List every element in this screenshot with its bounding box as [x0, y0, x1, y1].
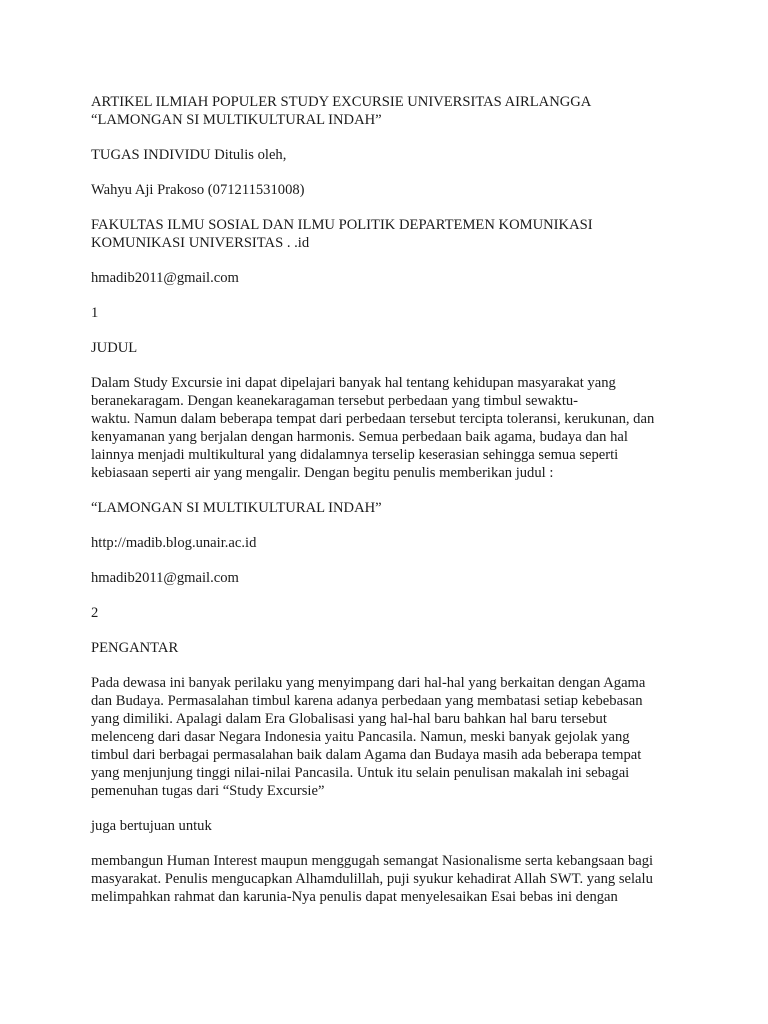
blog-url-text: http://madib.blog.unair.ac.id [91, 535, 257, 551]
page-number: 2 [91, 605, 99, 621]
university-line: KOMUNIKASI UNIVERSITAS . .id [91, 235, 310, 251]
task-line: TUGAS INDIVIDU Ditulis oleh, [91, 147, 287, 163]
paragraph-line: lainnya menjadi multikultural yang didalamnya terselip keserasian sehingga semua seperti [91, 447, 619, 463]
purpose-line: juga bertujuan untuk [91, 818, 212, 834]
closing-paragraph [91, 852, 691, 906]
paragraph-line: kenyamanan yang berjalan dengan harmonis. Semua perbedaan baik agama, budaya dan hal [91, 429, 628, 445]
title-line: ARTIKEL ILMIAH POPULER STUDY EXCURSIE UNIVERSITAS AIRLANGGA [91, 94, 592, 110]
paragraph-line: melimpahkan rahmat dan karunia-Nya penulis dapat menyelesaikan Esai bebas ini dengan [91, 889, 618, 905]
judul-paragraph [91, 374, 691, 482]
paragraph-line: kebiasaan seperti air yang mengalir. Dengan begitu penulis memberikan judul : [91, 465, 554, 481]
paragraph-line: dan Budaya. Permasalahan timbul karena adanya perbedaan yang membatasi setiap kebebasan [91, 693, 643, 709]
paragraph-line: melenceng dari dasar Negara Indonesia yaitu Pancasila. Namun, meski banyak gejolak yang [91, 729, 630, 745]
faculty-line: FAKULTAS ILMU SOSIAL DAN ILMU POLITIK DEPARTEMEN KOMUNIKASI [91, 217, 593, 233]
author-line: Wahyu Aji Prakoso (071211531008) [91, 182, 305, 198]
title-subtitle-line: “LAMONGAN SI MULTIKULTURAL INDAH” [91, 112, 382, 128]
section-heading-judul: JUDUL [91, 340, 138, 356]
paragraph-line: masyarakat. Penulis mengucapkan Alhamdulillah, puji syukur kehadirat Allah SWT. yang selalu [91, 871, 653, 887]
paragraph-line: waktu. Namun dalam beberapa tempat dari perbedaan tersebut tercipta toleransi, kerukunan, dan [91, 411, 655, 427]
paragraph-line: Pada dewasa ini banyak perilaku yang menyimpang dari hal-hal yang berkaitan dengan Agama [91, 675, 646, 691]
page-number: 1 [91, 305, 99, 321]
paragraph-line: beranekaragam. Dengan keanekaragaman tersebut perbedaan yang timbul sewaktu- [91, 393, 579, 409]
paragraph-line: yang menjunjung tinggi nilai-nilai Pancasila. Untuk itu selain penulisan makalah ini sebagai [91, 765, 630, 781]
paragraph-line: Dalam Study Excursie ini dapat dipelajari banyak hal tentang kehidupan masyarakat yang [91, 375, 616, 391]
faculty-block [91, 216, 691, 252]
paragraph-line: yang dimiliki. Apalagi dalam Era Globalisasi yang hal-hal baru bahkan hal baru tersebut [91, 711, 607, 727]
email-text: hmadib2011@gmail.com [91, 570, 239, 586]
email-text: hmadib2011@gmail.com [91, 270, 239, 286]
section-heading-pengantar: PENGANTAR [91, 640, 179, 656]
paragraph-line: pemenuhan tugas dari “Study Excursie” [91, 783, 325, 799]
quoted-title: “LAMONGAN SI MULTIKULTURAL INDAH” [91, 500, 382, 516]
paragraph-line: membangun Human Interest maupun menggugah semangat Nasionalisme serta kebangsaan bagi [91, 853, 654, 869]
document-title [91, 93, 691, 129]
document-page [91, 93, 691, 906]
paragraph-line: timbul dari berbagai permasalahan baik dalam Agama dan Budaya masih ada beberapa tempat [91, 747, 642, 763]
pengantar-paragraph [91, 674, 691, 800]
